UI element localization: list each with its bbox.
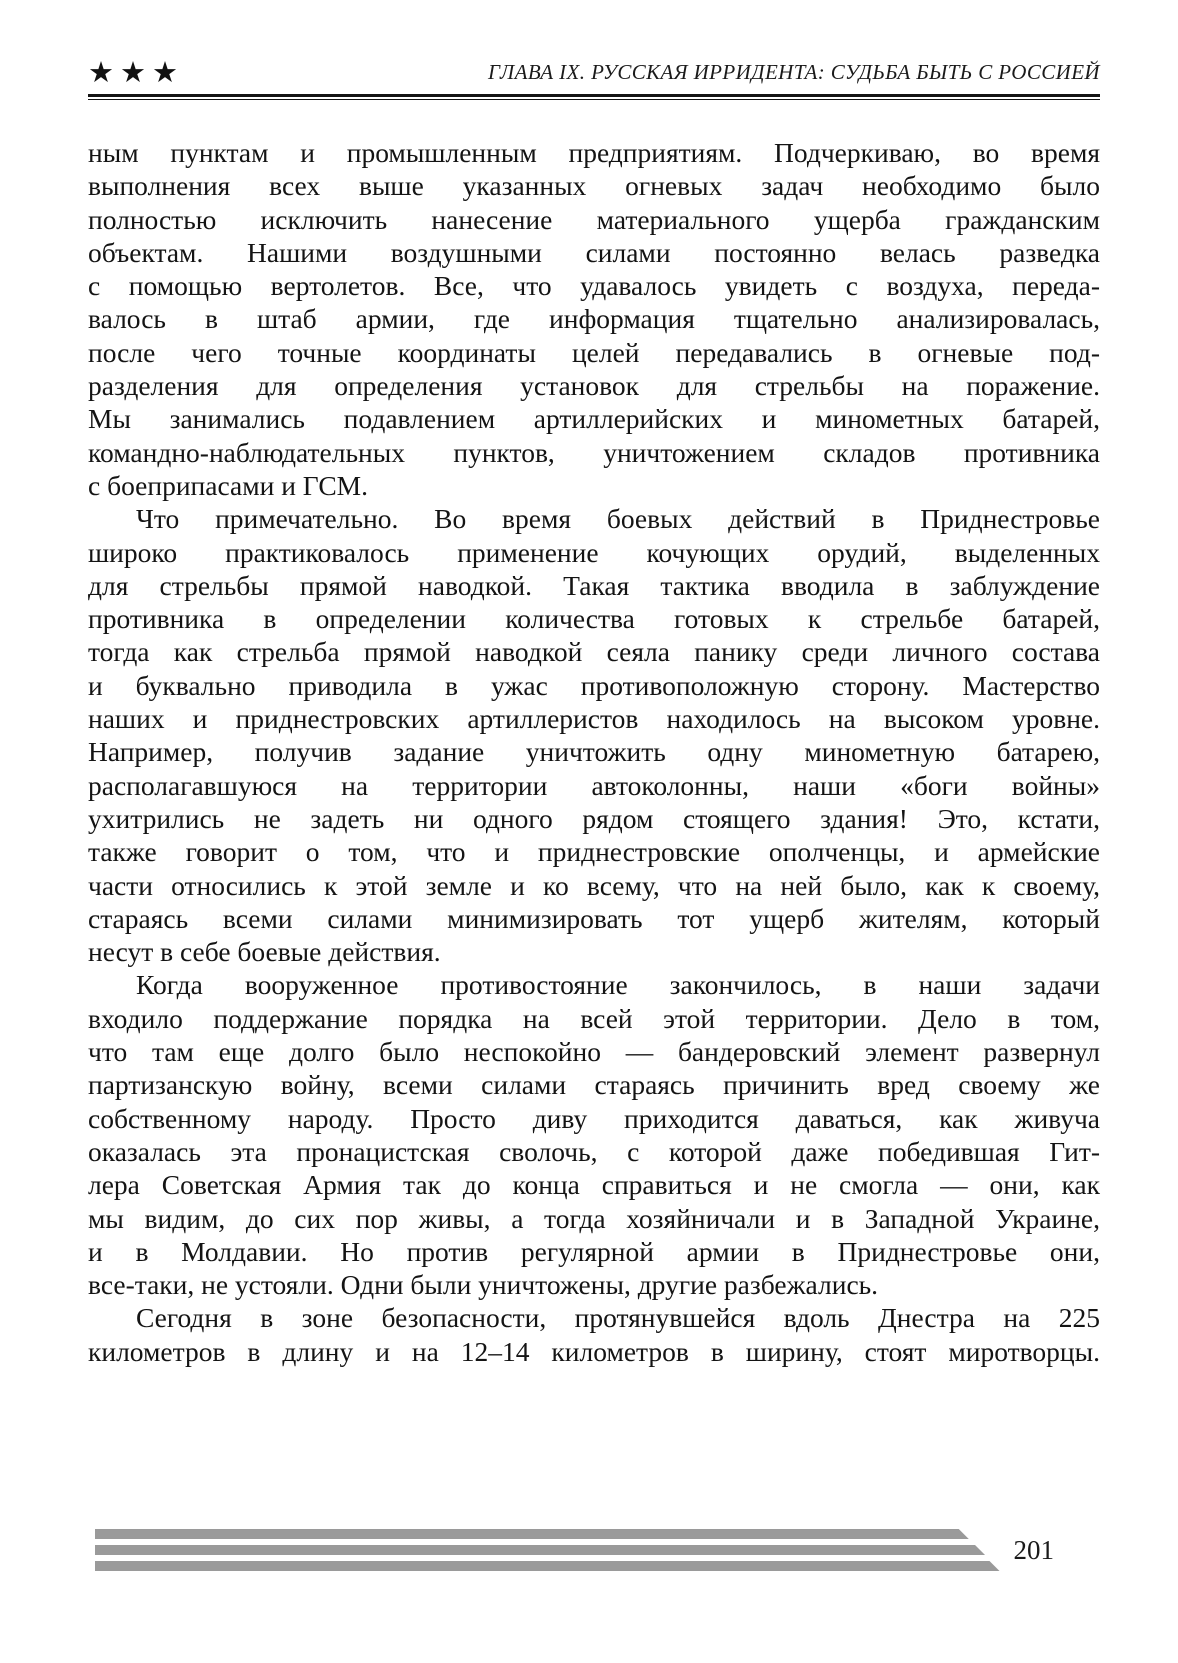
header-rule [88,94,1100,100]
text-line: с боеприпасами и ГСМ. [88,469,369,501]
page-number: 201 [1013,1534,1054,1565]
footer-bar [95,1545,985,1555]
text-line: километров в длину и на 12–14 километров в ширину, стоят миротворцы. [88,1335,1100,1367]
text-line: Мы занимались подавлением артиллерийских и минометных батарей, [88,403,1100,435]
page-header [88,55,1100,89]
text-line: собственному народу. Просто диву приходится даваться, как живуча [88,1102,1100,1134]
text-line: противника в определении количества готовых к стрельбе батарей, [88,603,1100,635]
text-line: мы видим, до сих пор живы, а тогда хозяйничали и в Западной Украине, [88,1202,1100,1234]
text-line: тогда как стрельба прямой наводкой сеяла панику среди личного состава [88,636,1100,668]
text-line: стараясь всеми силами минимизировать тот ущерб жителям, который [88,902,1100,934]
page-footer [88,1529,1100,1571]
chapter-title: ГЛАВА IX. РУССКАЯ ИРРИДЕНТА: СУДЬБА БЫТЬ С РОССИЕЙ [487,60,1100,84]
text-line: Что примечательно. Во время боевых действий в Приднестровье [136,503,1100,535]
text-line: несут в себе боевые действия. [88,936,441,968]
body-text [88,136,1100,1368]
text-line: и буквально приводила в ужас противоположную сторону. Мастерство [88,669,1100,701]
text-line: и в Молдавии. Но против регулярной армии в Приднестровье они, [88,1235,1100,1267]
stars-ornament: ★★★ [88,55,184,89]
text-line: разделения для определения установок для стрельбы на поражение. [88,370,1100,402]
text-line: оказалась эта пронацистская сволочь, с которой даже победившая Гит- [88,1135,1100,1167]
text-line: все-таки, не устояли. Одни были уничтожены, другие разбежались. [88,1269,879,1301]
text-line: с помощью вертолетов. Все, что удавалось увидеть с воздуха, переда- [88,270,1100,302]
text-line: командно-наблюдательных пунктов, уничтожением складов противника [88,436,1100,468]
text-line: также говорит о том, что и приднестровские ополченцы, и армейские [88,836,1100,868]
footer-bar [95,1529,969,1539]
text-line: полностью исключить нанесение материального ущерба гражданским [88,203,1100,235]
text-line: для стрельбы прямой наводкой. Такая тактика вводила в заблуждение [88,569,1100,601]
text-line: выполнения всех выше указанных огневых задач необходимо было [88,170,1100,202]
text-line: входило поддержание порядка на всей этой территории. Дело в том, [88,1002,1100,1034]
text-line: лера Советская Армия так до конца справиться и не смогла — они, как [88,1169,1100,1201]
text-line: широко практиковалось применение кочующих орудий, выделенных [88,536,1100,568]
text-line: Когда вооруженное противостояние закончилось, в наши задачи [136,969,1100,1001]
text-line: ным пунктам и промышленным предприятиям. Подчеркиваю, во время [88,137,1100,168]
text-line: наших и приднестровских артиллеристов находилось на высоком уровне. [88,703,1100,735]
text-line: располагавшуюся на территории автоколонны, наши «боги войны» [88,769,1100,801]
text-line: ухитрились не задеть ни одного рядом стоящего здания! Это, кстати, [88,802,1100,834]
text-line: что там еще долго было неспокойно — бандеровский элемент развернул [88,1036,1100,1068]
text-line: Сегодня в зоне безопасности, протянувшейся вдоль Днестра на 225 [136,1302,1100,1334]
footer-bar [95,1561,1000,1571]
text-line: Например, получив задание уничтожить одну минометную батарею, [88,736,1100,768]
text-line: части относились к этой земле и ко всему, что на ней было, как к своему, [88,869,1100,901]
text-line: партизанскую войну, всеми силами стараясь причинить вред своему же [88,1069,1100,1101]
text-line: объектам. Нашими воздушными силами постоянно велась разведка [88,236,1100,268]
footer-ornament-bars [95,1529,1000,1571]
text-line: валось в штаб армии, где информация тщательно анализировалась, [88,303,1100,335]
text-line: после чего точные координаты целей передавались в огневые под- [88,336,1100,368]
